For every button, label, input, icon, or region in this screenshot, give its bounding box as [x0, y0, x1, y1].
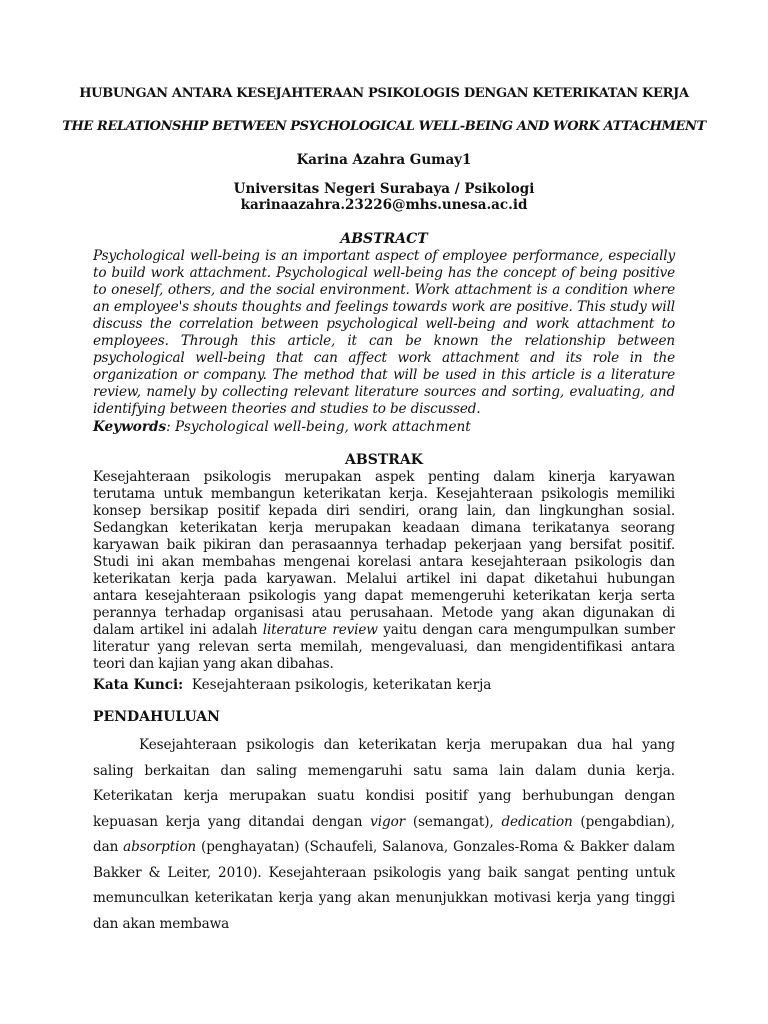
pendahuluan-paragraph	[93, 733, 675, 937]
abstrak-heading: ABSTRAK	[345, 452, 423, 468]
title-indonesian: HUBUNGAN ANTARA KESEJAHTERAAN PSIKOLOGIS DENGAN KETERIKATAN KERJA	[79, 86, 689, 101]
author-name: Karina Azahra Gumay1	[296, 152, 472, 168]
abstrak-body-part2: yaitu dengan cara mengumpulkan sumber literatur yang relevan serta memilah, mengevaluasi, dan mengidentifikasi antara teori dan kajian yang akan dibahas.	[93, 622, 676, 672]
pendahuluan-heading: PENDAHULUAN	[93, 709, 220, 725]
abstrak-body-emphasis: literature review	[262, 622, 378, 638]
pendahuluan-text-1: Kesejahteraan psikologis dan keterikatan kerja merupakan dua hal yang saling berkaitan dan saling memengaruhi satu sama lain dalam dunia kerja. Keterikatan kerja merupakan suatu kondisi positif yang berhubungan dengan kepuasan kerja yang ditandai dengan	[93, 737, 675, 830]
kata-kunci-line	[93, 677, 491, 693]
keywords-text: : Psychological well-being, work attachment	[166, 419, 471, 435]
keywords-line	[93, 419, 471, 435]
pendahuluan-text-3: (pengabdian), dan	[93, 813, 675, 855]
pendahuluan-em-dedication: dedication	[501, 813, 573, 830]
kata-kunci-label: Kata Kunci:	[93, 677, 184, 693]
pendahuluan-em-vigor: vigor	[370, 813, 406, 830]
kata-kunci-text: Kesejahteraan psikologis, keterikatan kerja	[183, 677, 492, 693]
pendahuluan-text-4: (penghayatan) (Schaufeli, Salanova, Gonzales-Roma & Bakker dalam Bakker & Leiter, 2010). Kesejahteraan psikologis yang baik sangat penting untuk memunculkan keterikatan kerja yang akan menunjukkan motivasi kerja yang tinggi dan akan membawa	[93, 839, 675, 932]
pendahuluan-text-2: (semangat),	[405, 813, 502, 830]
author-affiliation: Universitas Negeri Surabaya / Psikologi	[233, 181, 535, 197]
abstrak-body	[93, 469, 675, 673]
abstract-body: Psychological well-being is an important aspect of employee performance, especially to build work attachment. Psychological well-being has the concept of being positive to oneself, others, and the social environment. Work attachment is a condition where an employee's shouts thoughts and feelings towards work are positive. This study will discuss the correlation between psychological well-being and work attachment to employees. Through this article, it can be known the relationship between psychological well-being that can affect work attachment and its role in the organization or company. The method that will be used in this article is a literature review, namely by collecting relevant literature sources and sorting, evaluating, and identifying between theories and studies to be discussed.	[93, 248, 675, 417]
pendahuluan-em-absorption: absorption	[123, 839, 197, 855]
keywords-label: Keywords	[93, 419, 167, 435]
abstract-heading: ABSTRACT	[340, 231, 428, 247]
author-email: karinaazahra.23226@mhs.unesa.ac.id	[240, 197, 528, 213]
title-english: THE RELATIONSHIP BETWEEN PSYCHOLOGICAL WELL-BEING AND WORK ATTACHMENT	[62, 119, 706, 134]
abstrak-body-part1: Kesejahteraan psikologis merupakan aspek penting dalam kinerja karyawan terutama untuk membangun keterikatan kerja. Kesejahteraan psikologis memiliki konsep bersikap positif kepada diri sendiri, orang lain, dan lingkunghan sosial. Sedangkan keterikatan kerja merupakan keadaan dimana terikatanya seorang karyawan baik pikiran dan perasaannya terhadap pekerjaan yang bersifat positif. Studi ini akan membahas mengenai korelasi antara kesejahteraan psikologis dan keterikatan kerja pada karyawan. Melalui artikel ini dapat diketahui hubungan antara kesejahteraan psikologis yang dapat memengeruhi keterikatan kerja serta perannya terhadap organisasi atau perusahaan. Metode yang akan digunakan di dalam artikel ini adalah	[93, 469, 675, 638]
